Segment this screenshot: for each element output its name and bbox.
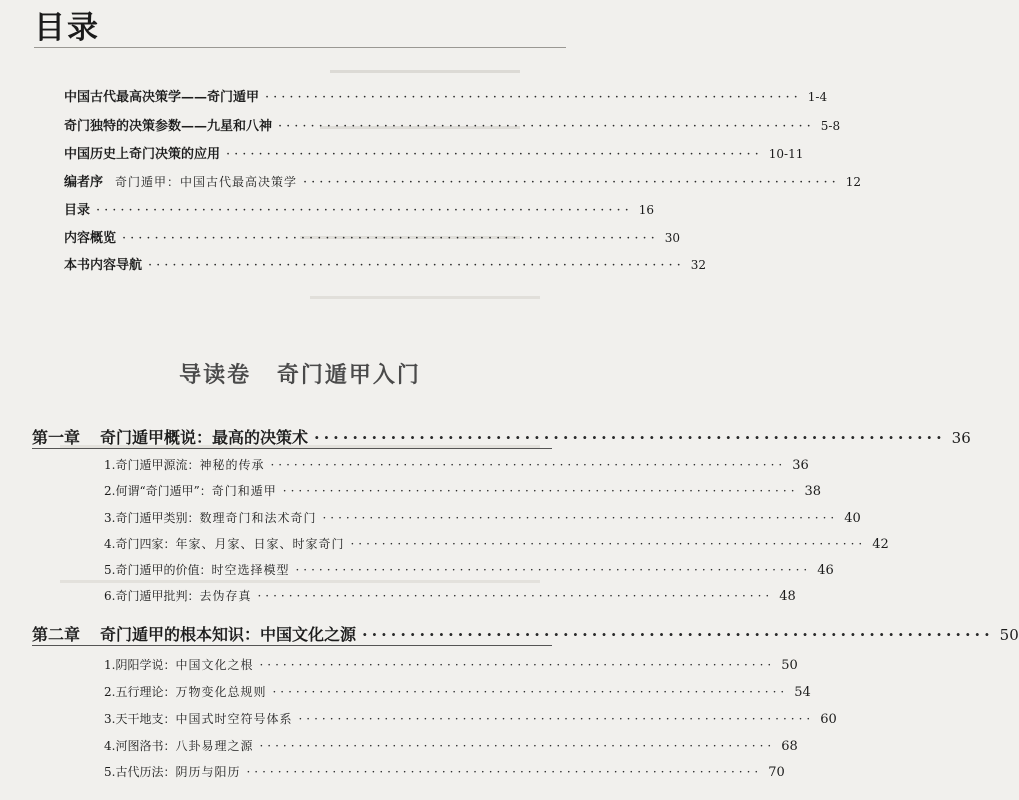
section-entry[interactable] — [104, 683, 811, 700]
section-label — [104, 587, 251, 604]
section-label — [104, 456, 264, 473]
dot-leader: ·································································· — [314, 428, 946, 447]
page-title: 目录 — [34, 10, 100, 46]
section-label — [104, 763, 240, 780]
toc-entry[interactable] — [64, 143, 804, 162]
section-head: 6.奇门遁甲批判： — [104, 589, 200, 603]
chapter-heading — [32, 425, 308, 448]
chapter-number: 第二章 — [32, 625, 81, 644]
section-entry[interactable] — [104, 710, 837, 727]
section-label — [104, 561, 289, 578]
section-label — [104, 656, 253, 673]
dot-leader: ·································································· — [295, 563, 812, 577]
toc-entry-label: 内容概览 — [64, 231, 117, 246]
chapter-number: 第一章 — [32, 428, 81, 447]
toc-entry-label: 目录 — [64, 203, 91, 218]
section-head: 5.古代历法： — [104, 765, 176, 779]
section-tail: 年家、月家、日家、时家奇门 — [175, 537, 345, 551]
dot-leader: ·································································· — [270, 458, 787, 472]
dot-leader: ·································································· — [272, 685, 789, 699]
toc-entry-label: 中国古代最高决策学——奇门遁甲 — [64, 90, 260, 105]
section-tail: 去伪存真 — [199, 589, 252, 603]
section-page: 36 — [792, 458, 809, 473]
chapter-entry[interactable] — [32, 425, 971, 448]
chapter-page: 36 — [951, 429, 971, 447]
chapter-entry[interactable] — [32, 622, 1019, 645]
section-label — [104, 710, 292, 727]
section-head: 1.奇门遁甲源流： — [104, 458, 200, 472]
section-entry[interactable] — [104, 456, 809, 473]
section-head: 3.奇门遁甲类别： — [104, 511, 200, 525]
section-tail: 中国式时空符号体系 — [175, 712, 293, 726]
section-page: 50 — [781, 658, 798, 673]
section-tail: 万物变化总规则 — [175, 685, 267, 699]
title-divider — [34, 47, 566, 48]
section-tail: 中国文化之根 — [175, 658, 254, 672]
section-label — [104, 509, 316, 526]
dot-leader: ·································································· — [298, 712, 815, 726]
section-label — [104, 535, 344, 552]
dot-leader: ·································································· — [148, 258, 685, 273]
section-tail: 奇门和遁甲 — [211, 484, 277, 498]
section-entry[interactable] — [104, 535, 889, 552]
section-entry[interactable] — [104, 482, 822, 499]
toc-entry-label: 中国历史上奇门决策的应用 — [64, 147, 221, 162]
dot-leader: ·································································· — [226, 147, 763, 162]
section-page: 68 — [781, 739, 798, 754]
section-label — [104, 482, 277, 499]
chapter-title: 奇门遁甲概说：最高的决策术 — [100, 428, 309, 447]
toc-entry-page: 10-11 — [768, 147, 804, 161]
toc-entry-page: 32 — [690, 258, 707, 272]
section-page: 48 — [779, 589, 796, 604]
part-title: 导读卷 奇门遁甲入门 — [179, 362, 421, 388]
toc-entry[interactable] — [64, 254, 707, 273]
section-tail: 数理奇门和法术奇门 — [199, 511, 317, 525]
section-entry[interactable] — [104, 509, 861, 526]
toc-entry[interactable] — [64, 199, 655, 218]
chapter-heading — [32, 622, 356, 645]
dot-leader: ·································································· — [362, 625, 994, 644]
section-head: 4.河图洛书： — [104, 739, 176, 753]
chapter-divider — [32, 448, 552, 449]
section-entry[interactable] — [104, 656, 798, 673]
section-page: 54 — [794, 685, 811, 700]
section-head: 4.奇门四家： — [104, 537, 176, 551]
dot-leader: ·································································· — [122, 231, 659, 246]
dot-leader: ·································································· — [257, 589, 774, 603]
dot-leader: ·································································· — [96, 203, 633, 218]
section-entry[interactable] — [104, 737, 798, 754]
section-page: 40 — [844, 511, 861, 526]
section-head: 2.五行理论： — [104, 685, 176, 699]
toc-entry-page: 12 — [845, 175, 862, 189]
section-page: 38 — [804, 484, 822, 499]
chapter-title: 奇门遁甲的根本知识：中国文化之源 — [100, 625, 357, 644]
dot-leader: ·································································· — [282, 484, 799, 498]
section-page: 42 — [872, 537, 889, 552]
dot-leader: ·································································· — [259, 739, 776, 753]
chapter-divider — [32, 645, 552, 646]
toc-entry[interactable] — [64, 227, 681, 246]
dot-leader: ·································································· — [246, 765, 763, 779]
toc-entry-label-main: 编者序 — [64, 175, 104, 190]
section-page: 46 — [817, 563, 834, 578]
toc-entry-page: 5-8 — [820, 119, 841, 133]
section-head: 2.何谓“奇门遁甲”： — [104, 484, 212, 498]
toc-entry[interactable] — [64, 86, 828, 105]
dot-leader: ·································································· — [322, 511, 839, 525]
section-label — [104, 737, 253, 754]
section-page: 60 — [820, 712, 837, 727]
section-head: 1.阴阳学说： — [104, 658, 176, 672]
section-head: 3.天干地支： — [104, 712, 176, 726]
section-entry[interactable] — [104, 561, 834, 578]
section-head: 5.奇门遁甲的价值： — [104, 563, 212, 577]
toc-entry[interactable] — [64, 171, 862, 190]
toc-entry-label: 奇门独特的决策参数——九星和八神 — [64, 119, 273, 134]
toc-entry-page: 1-4 — [807, 90, 828, 104]
section-entry[interactable] — [104, 587, 796, 604]
section-tail: 神秘的传承 — [199, 458, 265, 472]
dot-leader: ·································································· — [278, 119, 815, 134]
chapter-page: 50 — [999, 626, 1019, 644]
toc-entry-label — [64, 171, 297, 190]
toc-entry-page: 30 — [664, 231, 681, 245]
toc-entry-subtitle: 奇门遁甲：中国古代最高决策学 — [115, 175, 298, 189]
dot-leader: ·································································· — [265, 90, 802, 105]
toc-entry[interactable] — [64, 115, 841, 134]
dot-leader: ·································································· — [350, 537, 867, 551]
section-entry[interactable] — [104, 763, 785, 780]
dot-leader: ·································································· — [303, 175, 840, 190]
section-tail: 八卦易理之源 — [175, 739, 254, 753]
section-tail: 阴历与阳历 — [175, 765, 241, 779]
dot-leader: ·································································· — [259, 658, 776, 672]
section-label — [104, 683, 266, 700]
section-tail: 时空选择模型 — [211, 563, 290, 577]
toc-entry-page: 16 — [638, 203, 655, 217]
section-page: 70 — [768, 765, 785, 780]
toc-entry-label: 本书内容导航 — [64, 258, 143, 273]
